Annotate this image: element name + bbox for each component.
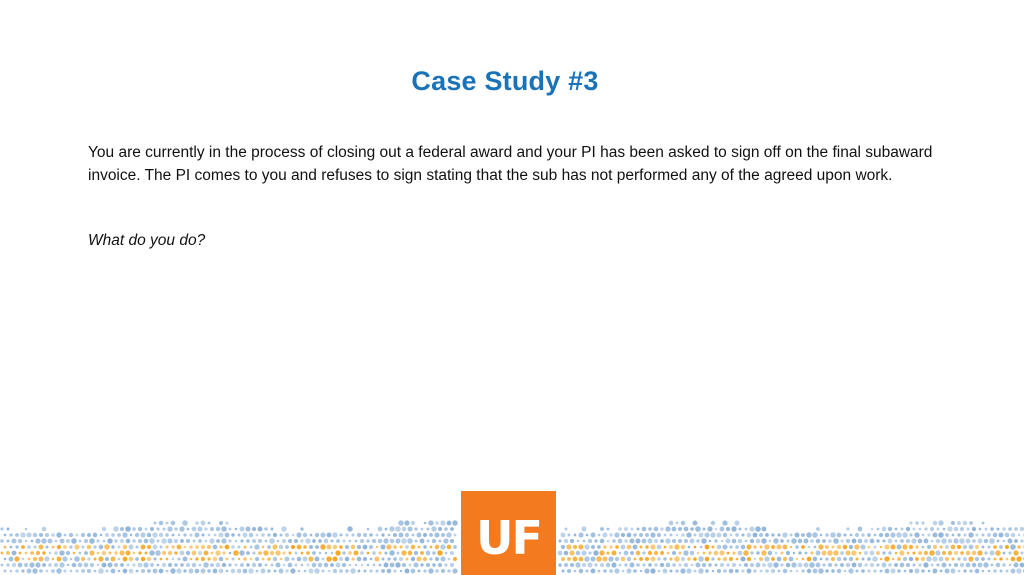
case-description: You are currently in the process of closing out a federal award and your PI has been asked to sign off on the final subaward invoice. The PI comes to you and refuses to sign stating that the sub has not performed any of the agreed upon work.	[88, 144, 933, 184]
uf-logo-text: UF	[476, 511, 541, 565]
slide-title: Case Study #3	[411, 66, 599, 96]
case-question: What do you do?	[88, 232, 206, 249]
uf-logo	[461, 491, 556, 575]
